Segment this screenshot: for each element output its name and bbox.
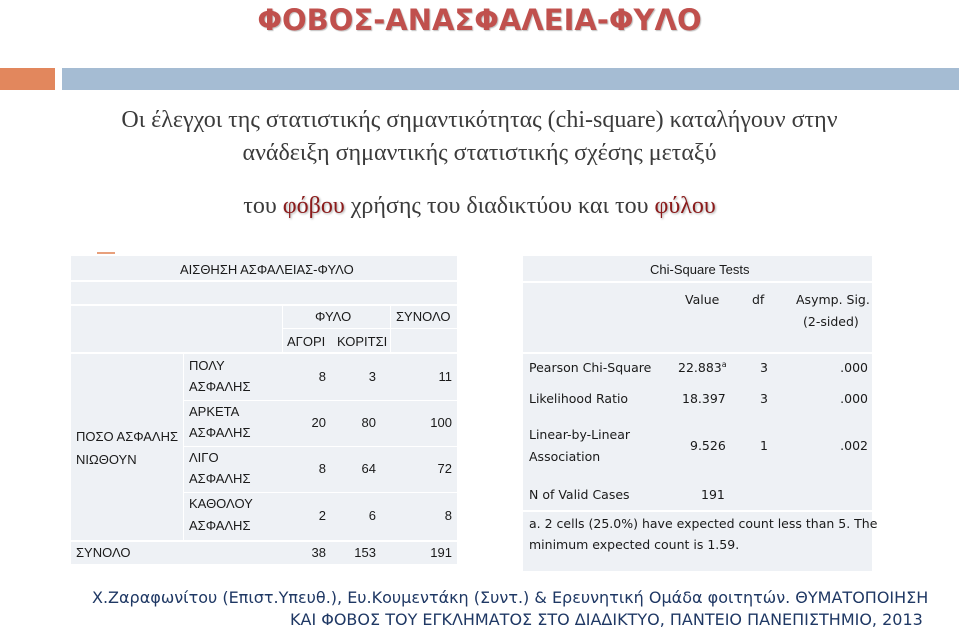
crosstab-rule xyxy=(184,446,457,447)
test-df: 1 xyxy=(760,438,768,453)
row-variable-label: ΝΙΩΘΟΥΝ xyxy=(76,452,137,467)
body-line-1: Οι έλεγχοι της στατιστικής σημαντικότητας (chi-square) καταλήγουν στην xyxy=(121,107,838,133)
test-label: Likelihood Ratio xyxy=(529,391,629,406)
test-df: 3 xyxy=(760,391,768,406)
chi-square-title: Chi-Square Tests xyxy=(650,262,750,277)
footnote-marker: a xyxy=(721,360,727,369)
test-label: N of Valid Cases xyxy=(529,487,630,502)
crosstab-rule xyxy=(184,492,457,493)
cell-girls: 80 xyxy=(361,415,376,430)
crosstab-rule xyxy=(71,540,457,542)
cell-total: 72 xyxy=(437,461,452,476)
header-value: Value xyxy=(685,292,720,307)
test-value: 191 xyxy=(701,487,725,502)
test-sig: .000 xyxy=(840,360,868,375)
row-label: ΠΟΛΥ xyxy=(189,358,225,373)
row-label: ΑΣΦΑΛΗΣ xyxy=(189,471,251,486)
header-df: df xyxy=(752,292,765,307)
slide-title: ΦΟΒΟΣ-ΑΝΑΣΦΑΛΕΙΑ-ΦΥΛΟ xyxy=(257,3,702,37)
cell-boys: 2 xyxy=(318,508,326,523)
cell-boys: 8 xyxy=(318,461,326,476)
col-header-girls: ΚΟΡΙΤΣΙ xyxy=(337,334,388,349)
test-df: 3 xyxy=(760,360,768,375)
col-header-gender: ΦΥΛΟ xyxy=(315,309,352,324)
test-label: Linear-by-Linear xyxy=(529,427,631,442)
test-value: 9.526 xyxy=(690,438,726,453)
test-sig: .000 xyxy=(840,391,868,406)
crosstab-rule xyxy=(71,352,457,354)
body-line-3-c: χρήσης του διαδικτύου και του xyxy=(344,193,655,219)
highlight-gender: φύλου xyxy=(654,193,716,219)
row-variable-label: ΠΟΣΟ ΑΣΦΑΛΗΣ xyxy=(76,429,179,444)
body-line-3-a: του xyxy=(243,193,283,219)
chi-square-rule xyxy=(523,281,872,283)
body-line-2: ανάδειξη σημαντικής στατιστικής σχέσης μεταξύ xyxy=(242,140,717,166)
col-header-boys: ΑΓΟΡΙ xyxy=(287,334,326,349)
accent-bar-blue xyxy=(62,68,959,90)
test-sig: .002 xyxy=(840,438,868,453)
test-value: 18.397 xyxy=(682,391,726,406)
table-note: a. 2 cells (25.0%) have expected count less than 5. The xyxy=(529,516,878,531)
cell-girls: 3 xyxy=(368,369,376,384)
crosstab-rule xyxy=(71,280,457,282)
accent-bar-orange xyxy=(0,68,55,90)
crosstab-rule xyxy=(282,304,283,352)
body-line-3 xyxy=(0,193,959,220)
total-row-label: ΣΥΝΟΛΟ xyxy=(76,545,131,560)
footer-citation: Χ.Ζαραφωνίτου (Επιστ.Υπευθ.), Ευ.Κουμεντάκη (Συντ.) & Ερευνητική Ομάδα φοιτητών. ΘΥΜΑΤΟΠΟΙΗΣΗ xyxy=(92,588,929,607)
total-girls: 153 xyxy=(354,545,376,560)
test-label: Pearson Chi-Square xyxy=(529,360,652,375)
chi-square-rule xyxy=(523,510,872,512)
crosstab-rule xyxy=(282,328,457,329)
cell-girls: 6 xyxy=(368,508,376,523)
table-note: minimum expected count is 1.59. xyxy=(529,537,740,552)
cell-total: 8 xyxy=(444,508,452,523)
header-sig: Asymp. Sig. xyxy=(796,292,870,307)
row-label: ΑΣΦΑΛΗΣ xyxy=(189,518,251,533)
test-value xyxy=(678,360,727,375)
footer-citation: ΚΑΙ ΦΟΒΟΣ ΤΟΥ ΕΓΚΛΗΜΑΤΟΣ ΣΤΟ ΔΙΑΔΙΚΤΥΟ, ΠΑΝΤΕΙΟ ΠΑΝΕΠΙΣΤΗΜΙΟ, 2013 xyxy=(290,610,923,629)
cell-total: 100 xyxy=(430,415,452,430)
crosstab-rule xyxy=(184,400,457,401)
test-label: Association xyxy=(529,449,601,464)
row-label: ΑΣΦΑΛΗΣ xyxy=(189,425,251,440)
chi-square-rule xyxy=(523,352,872,354)
cell-boys: 20 xyxy=(311,415,326,430)
total-all: 191 xyxy=(430,545,452,560)
col-header-total: ΣΥΝΟΛΟ xyxy=(396,309,451,324)
crosstab-title: ΑΙΣΘΗΣΗ ΑΣΦΑΛΕΙΑΣ-ΦΥΛΟ xyxy=(180,262,354,277)
cell-boys: 8 xyxy=(318,369,326,384)
row-label: ΑΡΚΕΤΑ xyxy=(189,404,240,419)
decorative-dash xyxy=(97,252,115,254)
row-label: ΑΣΦΑΛΗΣ xyxy=(189,379,251,394)
cell-girls: 64 xyxy=(361,461,376,476)
row-label: ΛΙΓΟ xyxy=(189,450,219,465)
total-boys: 38 xyxy=(311,545,326,560)
row-label: ΚΑΘΟΛΟΥ xyxy=(189,496,253,511)
crosstab-rule xyxy=(71,304,457,306)
crosstab-rule xyxy=(390,304,391,352)
test-value-number: 22.883 xyxy=(678,360,722,376)
header-sig-sub: (2-sided) xyxy=(803,314,859,329)
cell-total: 11 xyxy=(438,369,452,384)
highlight-fear: φόβου xyxy=(282,193,345,219)
crosstab-rule xyxy=(183,352,184,540)
